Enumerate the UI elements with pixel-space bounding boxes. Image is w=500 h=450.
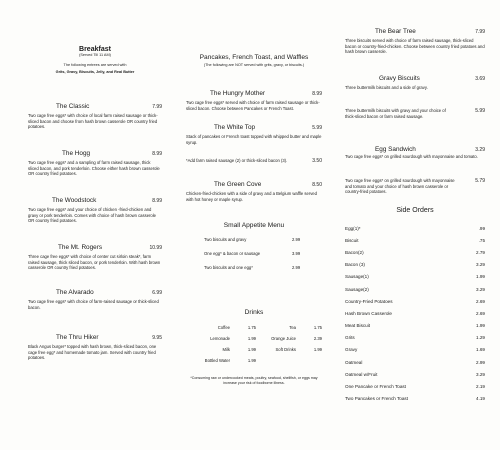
item-name: *Add farm raised sausage (2) or thick-sliced bacon (3). xyxy=(186,158,288,163)
item-name: The Woodstock xyxy=(52,197,97,204)
drinks-table xyxy=(186,322,322,366)
item-description: Two cage free eggs* with choice of local farm raised sausage or thick-sliced bacon and choose from hash brown casserole OR country fried potatoes. xyxy=(28,113,158,130)
list-item xyxy=(345,368,485,380)
drink-name: Coffee xyxy=(217,325,230,330)
menu-item-bear-tree xyxy=(345,28,485,55)
item-name: The Bear Tree xyxy=(375,28,416,35)
item-price: 5.79 xyxy=(475,178,485,184)
add-meat-note xyxy=(186,158,322,164)
menu-item-egg-sandwich-deluxe xyxy=(345,178,485,195)
item-price: 4.19 xyxy=(476,396,485,402)
menu-item-gravy-biscuits xyxy=(345,75,485,91)
item-label: Two biscuits and gravy xyxy=(204,237,247,242)
menu-item-woodstock xyxy=(28,197,162,224)
item-description: Two cage free eggs* served with choice of farm raised sausage or thick-sliced bacon. Choose between Pancakes or French Toast. xyxy=(186,100,320,111)
item-price: 5.99 xyxy=(475,108,485,114)
item-label: Sausage(2) xyxy=(345,286,369,292)
list-item xyxy=(345,283,485,295)
section-note: (The following are NOT served with grits, gravy, or biscuits.) xyxy=(203,63,305,67)
item-label: Country-Fried Potatoes xyxy=(345,298,393,304)
small-appetite-list xyxy=(204,237,322,279)
item-price: 3.99 xyxy=(292,251,301,256)
list-item xyxy=(204,237,322,251)
item-price: 7.99 xyxy=(475,29,485,35)
item-price: 6.99 xyxy=(152,290,162,296)
item-price: 8.50 xyxy=(312,182,322,188)
item-price: 3.29 xyxy=(476,262,485,268)
item-price: 3.29 xyxy=(475,147,485,153)
served-with-note: The following entrees are served with xyxy=(63,62,127,67)
item-price: .75 xyxy=(478,237,485,243)
item-label: One Pancake or French Toast xyxy=(345,384,406,390)
item-label: Biscuit xyxy=(345,237,359,243)
item-description: Three biscuits served with choice of farm raised sausage, thick-sliced bacon or country-fried-chicken. Choose between country fried potatoes and hash brown casserole. xyxy=(345,38,485,55)
drink-price: 1.75 xyxy=(247,325,256,330)
item-price: 3.29 xyxy=(476,286,485,292)
list-item xyxy=(345,246,485,258)
menu-item-mt-rogers xyxy=(28,244,162,271)
list-item xyxy=(345,295,485,307)
drink-price: 1.99 xyxy=(313,347,322,352)
item-label: Bacon (3) xyxy=(345,262,365,268)
item-price: 2.19 xyxy=(476,384,485,390)
item-price: 2.99 xyxy=(292,265,301,270)
item-price: 2.79 xyxy=(476,249,485,255)
item-label: Sausage(1) xyxy=(345,274,369,280)
table-row xyxy=(186,355,322,366)
item-label: Hash Brown Casserole xyxy=(345,310,392,316)
item-price: 3.69 xyxy=(475,76,485,82)
item-description: Chicken-fried-chicken with a side of gravy and a Belgium waffle served with hot honey or maple syrup. xyxy=(186,191,317,202)
menu-item-biscuits-meat xyxy=(345,108,485,119)
item-description: Two cage free eggs* with choice of farm-raised sausage or thick-sliced bacon. xyxy=(28,299,159,310)
table-row xyxy=(186,344,322,355)
list-item xyxy=(345,393,485,405)
item-name: The Thru Hiker xyxy=(56,334,99,341)
drink-price: 2.39 xyxy=(313,336,322,341)
item-name: Egg Sandwich xyxy=(375,146,416,153)
item-description: Two cage free eggs* on grilled sourdough with mayonnaise and tomato and your choice of hash brown casserole or country-fried potatoes. xyxy=(345,178,455,195)
menu-item-hungry-mother xyxy=(186,90,322,111)
drink-name: Lemonade xyxy=(210,336,230,341)
served-with-sides: Grits, Gravy, Biscuits, Jelly, and Real Butter xyxy=(55,70,135,74)
item-label: Egg(1)* xyxy=(345,225,361,231)
drink-price: 1.99 xyxy=(247,336,256,341)
item-label: Two Pancakes or French Toast xyxy=(345,396,408,402)
menu-item-alvarado xyxy=(28,289,162,310)
item-description: Two cage free eggs* and a sampling of farm raised sausage, thick sliced bacon, and pork tenderloin. Choose either hash brown casserole OR country fried potatoes. xyxy=(28,160,160,177)
item-price: 5.99 xyxy=(312,125,322,131)
item-description: Black Angus burger* topped with hash brown, thick-sliced bacon, one cage free egg* and homemade tomato jam. Served with country fried potatoes. xyxy=(28,344,157,361)
list-item xyxy=(345,320,485,332)
menu-item-classic xyxy=(28,103,162,130)
list-item xyxy=(345,307,485,319)
item-price: 2.69 xyxy=(476,310,485,316)
item-price: .99 xyxy=(478,225,485,231)
item-price: 8.99 xyxy=(152,151,162,157)
item-description: Stack of pancakes or French toast topped with whipped butter and maple syrup. xyxy=(186,134,322,145)
section-title: Pancakes, French Toast, and Waffles xyxy=(199,54,309,61)
drink-price: 1.75 xyxy=(313,325,322,330)
item-name: The Hungry Mother xyxy=(210,90,266,97)
item-description: Two cage free eggs* and your choice of chicken -fried-chicken and gravy or pork tenderloin. Comes with choice of hash brown casserole OR country fried potatoes. xyxy=(28,207,157,224)
pancakes-header xyxy=(186,54,322,69)
list-item xyxy=(204,251,322,265)
item-label: One egg* & bacon or sausage xyxy=(204,251,261,256)
item-name: The Mt. Rogers xyxy=(58,244,103,251)
item-label: Gravy xyxy=(345,347,358,353)
item-price: 3.29 xyxy=(476,371,485,377)
item-price: 2.99 xyxy=(476,359,485,365)
item-price: 1.99 xyxy=(476,323,485,329)
menu-item-egg-sandwich xyxy=(345,146,485,160)
drinks-title: Drinks xyxy=(244,309,264,316)
drink-name: Orange Juice xyxy=(271,336,296,341)
menu-item-white-top xyxy=(186,124,322,145)
item-name: The White Top xyxy=(214,124,256,131)
menu-item-hogg xyxy=(28,150,162,177)
item-name: The Classic xyxy=(56,103,90,110)
drink-name: Bottled Water xyxy=(204,358,230,363)
item-label: Grits xyxy=(345,335,355,341)
item-price: 8.99 xyxy=(152,198,162,204)
item-price: 1.99 xyxy=(476,274,485,280)
item-description: Three buttermilk biscuits and a side of gravy. xyxy=(345,85,428,90)
item-price: 8.99 xyxy=(312,91,322,97)
item-price: 2.99 xyxy=(292,237,301,242)
drink-price: 1.99 xyxy=(247,358,256,363)
item-description: Two cage free eggs* on grilled sourdough with mayonnaise and tomato. xyxy=(345,154,478,159)
side-orders-list xyxy=(345,222,485,405)
drink-name: Tea xyxy=(289,325,296,330)
list-item xyxy=(345,259,485,271)
item-price: 9.95 xyxy=(152,335,162,341)
side-orders-title: Side Orders xyxy=(396,207,434,214)
menu-item-thru-hiker xyxy=(28,334,162,361)
item-label: Meat Biscuit xyxy=(345,323,371,329)
item-label: Oatmeal xyxy=(345,359,363,365)
drink-price: 1.99 xyxy=(247,347,256,352)
list-item xyxy=(345,344,485,356)
item-price: 3.50 xyxy=(312,158,322,164)
item-price: 2.69 xyxy=(476,298,485,304)
item-price: 1.29 xyxy=(476,335,485,341)
item-description: Three buttermilk biscuits with gravy and your choice of thick-sliced bacon or farm raised sausage. xyxy=(345,108,446,119)
list-item xyxy=(345,222,485,234)
item-description: Three cage free eggs* with choice of center cut sirloin steak*, farm raised sausage, thick sliced bacon, or pork tenderloin. With hash brown casserole OR country fried potatoes. xyxy=(28,254,161,271)
drink-name: Milk xyxy=(222,347,230,352)
table-row xyxy=(186,333,322,344)
item-label: Two biscuits and one egg* xyxy=(204,265,253,270)
list-item xyxy=(204,265,322,279)
item-name: The Alvarado xyxy=(56,289,94,296)
list-item xyxy=(345,332,485,344)
list-item xyxy=(345,356,485,368)
list-item xyxy=(345,234,485,246)
list-item xyxy=(345,271,485,283)
small-appetite-title: Small Appetite Menu xyxy=(223,222,285,229)
item-price: 7.99 xyxy=(152,104,162,110)
item-label: Bacon(2) xyxy=(345,249,364,255)
menu-item-green-cove xyxy=(186,181,322,202)
item-price: 1.69 xyxy=(476,347,485,353)
item-name: The Green Cove xyxy=(214,181,262,188)
consumption-disclaimer: *Consuming raw or undercooked meats, poultry, seafood, shellfish, or eggs may increase your risk of foodborne illness. xyxy=(190,376,318,385)
item-name: Gravy Biscuits xyxy=(379,75,420,82)
drink-name: Soft Drinks xyxy=(275,347,296,352)
breakfast-title xyxy=(28,46,162,76)
breakfast-heading: Breakfast xyxy=(79,46,111,53)
table-row xyxy=(186,322,322,333)
item-name: The Hogg xyxy=(62,150,91,157)
item-price: 10.99 xyxy=(149,245,162,251)
list-item xyxy=(345,380,485,392)
item-label: Oatmeal w/Fruit xyxy=(345,371,378,377)
served-note: (Served Till 11 AM) xyxy=(79,53,111,57)
